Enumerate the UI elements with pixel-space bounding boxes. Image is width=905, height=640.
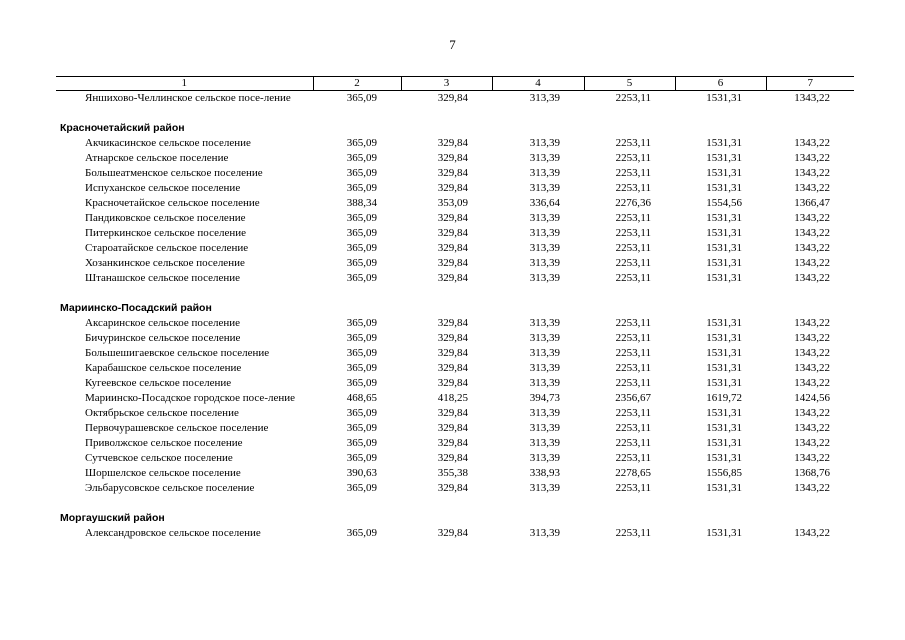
value-cell: 365,09 [346,212,377,224]
value-cell: 365,09 [346,407,377,419]
value-cell: 365,09 [346,482,377,494]
settlement-name: Атнарское сельское поселение [85,152,229,164]
value-cell: 313,39 [529,317,560,329]
table-row [56,271,854,286]
value-cell: 1531,31 [706,272,742,284]
value-cell: 2253,11 [615,242,651,254]
value-cell: 1343,22 [794,242,830,254]
value-cell: 1531,31 [706,527,742,539]
settlement-name: Аксаринское сельское поселение [85,317,241,329]
value-cell: 365,09 [346,452,377,464]
value-cell: 1531,31 [706,332,742,344]
value-cell: 329,84 [437,167,468,179]
table-row [56,136,854,151]
value-cell: 1343,22 [794,212,830,224]
value-cell: 1531,31 [706,347,742,359]
table-row [56,481,854,496]
value-cell: 1531,31 [706,242,742,254]
value-cell: 313,39 [529,257,560,269]
settlement-name: Красночетайское сельское поселение [85,197,260,209]
value-cell: 353,09 [437,197,468,209]
value-cell: 1531,31 [706,422,742,434]
value-cell: 1343,22 [794,317,830,329]
table-row [56,316,854,331]
value-cell: 329,84 [437,227,468,239]
value-cell: 2253,11 [615,272,651,284]
settlement-name: Первочурашевское сельское поселение [85,422,269,434]
table-row [56,526,854,541]
value-cell: 2253,11 [615,422,651,434]
table-row [56,406,854,421]
value-cell: 329,84 [437,362,468,374]
value-cell: 365,09 [346,167,377,179]
value-cell: 2253,11 [615,92,651,104]
district-name: Красночетайский район [60,122,185,134]
column-header: 4 [492,77,584,91]
settlement-name: Пандиковское сельское поселение [85,212,246,224]
value-cell: 2253,11 [615,362,651,374]
value-cell: 365,09 [346,92,377,104]
value-cell: 2253,11 [615,482,651,494]
value-cell: 313,39 [529,377,560,389]
value-cell: 365,09 [346,257,377,269]
value-cell: 1531,31 [706,167,742,179]
value-cell: 365,09 [346,437,377,449]
value-cell: 313,39 [529,347,560,359]
column-header: 7 [766,77,854,91]
value-cell: 365,09 [346,272,377,284]
value-cell: 1531,31 [706,152,742,164]
value-cell: 1343,22 [794,167,830,179]
table-row [56,331,854,346]
table-row [56,391,854,406]
settlement-name: Кугеевское сельское поселение [85,377,232,389]
value-cell: 1343,22 [794,257,830,269]
value-cell: 1531,31 [706,257,742,269]
value-cell: 2253,11 [615,377,651,389]
table-row [56,241,854,256]
value-cell: 1531,31 [706,92,742,104]
value-cell: 313,39 [529,137,560,149]
settlement-name: Большешигаевское сельское поселение [85,347,270,359]
value-cell: 365,09 [346,182,377,194]
settlement-name: Питеркинское сельское поселение [85,227,246,239]
table-body [56,91,854,542]
spacer-row [56,496,854,511]
value-cell: 329,84 [437,437,468,449]
value-cell: 365,09 [346,137,377,149]
value-cell: 313,39 [529,452,560,464]
value-cell: 1343,22 [794,347,830,359]
settlement-name: Октябрьское сельское поселение [85,407,239,419]
value-cell: 365,09 [346,422,377,434]
value-cell: 1531,31 [706,317,742,329]
value-cell: 1343,22 [794,182,830,194]
value-cell: 329,84 [437,317,468,329]
value-cell: 329,84 [437,212,468,224]
spacer-row [56,286,854,301]
spacer-cell [56,106,854,121]
value-cell: 1343,22 [794,92,830,104]
page-number: 7 [449,37,456,52]
settlement-name: Староатайское сельское поселение [85,242,249,254]
column-number-header [56,77,854,91]
value-cell: 1343,22 [794,362,830,374]
settlement-name: Акчикасинское сельское поселение [85,137,251,149]
table-row [56,421,854,436]
value-cell: 2253,11 [615,257,651,269]
settlement-name: Карабашское сельское поселение [85,362,242,374]
value-cell: 1556,85 [706,467,742,479]
value-cell: 2253,11 [615,332,651,344]
table-row [56,151,854,166]
value-cell: 418,25 [437,392,468,404]
table-row [56,466,854,481]
settlement-name: Мариинско-Посадское городское посе-ление [85,392,296,404]
value-cell: 1343,22 [794,332,830,344]
value-cell: 394,73 [529,392,560,404]
value-cell: 329,84 [437,272,468,284]
value-cell: 1531,31 [706,377,742,389]
value-cell: 1531,31 [706,362,742,374]
value-cell: 336,64 [529,197,560,209]
settlement-name: Штанашское сельское поселение [85,272,241,284]
value-cell: 365,09 [346,317,377,329]
value-cell: 2253,11 [615,347,651,359]
value-cell: 1343,22 [794,437,830,449]
district-header-row [56,121,854,136]
value-cell: 2253,11 [615,317,651,329]
settlement-name: Приволжское сельское поселение [85,437,243,449]
value-cell: 1531,31 [706,407,742,419]
table-row [56,256,854,271]
value-cell: 1343,22 [794,527,830,539]
value-cell: 365,09 [346,347,377,359]
value-cell: 1343,22 [794,137,830,149]
settlement-name: Шоршелское сельское поселение [85,467,241,479]
value-cell: 388,34 [346,197,377,209]
value-cell: 313,39 [529,362,560,374]
value-cell: 365,09 [346,362,377,374]
value-cell: 313,39 [529,182,560,194]
value-cell: 329,84 [437,152,468,164]
district-name: Моргаушский район [60,512,165,524]
value-cell: 1619,72 [706,392,742,404]
value-cell: 329,84 [437,182,468,194]
value-cell: 313,39 [529,212,560,224]
value-cell: 1531,31 [706,437,742,449]
column-header: 1 [56,77,313,91]
value-cell: 2253,11 [615,527,651,539]
value-cell: 313,39 [529,92,560,104]
value-cell: 2253,11 [615,407,651,419]
value-cell: 1343,22 [794,227,830,239]
value-cell: 365,09 [346,527,377,539]
settlement-name: Александровское сельское поселение [85,527,261,539]
value-cell: 313,39 [529,527,560,539]
value-cell: 329,84 [437,242,468,254]
value-cell: 365,09 [346,377,377,389]
value-cell: 313,39 [529,242,560,254]
settlement-name: Большеатменское сельское поселение [85,167,263,179]
value-cell: 1343,22 [794,422,830,434]
table-row [56,451,854,466]
value-cell: 1366,47 [794,197,830,209]
column-header: 6 [675,77,766,91]
table-row [56,181,854,196]
table-row [56,376,854,391]
value-cell: 313,39 [529,332,560,344]
value-cell: 338,93 [529,467,560,479]
value-cell: 329,84 [437,92,468,104]
value-cell: 1343,22 [794,452,830,464]
column-header: 5 [584,77,675,91]
table-row [56,166,854,181]
value-cell: 1554,56 [706,197,742,209]
value-cell: 1531,31 [706,227,742,239]
value-cell: 329,84 [437,377,468,389]
value-cell: 2253,11 [615,212,651,224]
district-header-row [56,511,854,526]
value-cell: 329,84 [437,482,468,494]
value-cell: 2253,11 [615,152,651,164]
value-cell: 365,09 [346,242,377,254]
value-cell: 313,39 [529,407,560,419]
value-cell: 313,39 [529,152,560,164]
tariff-table [56,76,854,541]
value-cell: 1343,22 [794,152,830,164]
settlement-name: Бичуринское сельское поселение [85,332,241,344]
table-row [56,436,854,451]
value-cell: 329,84 [437,407,468,419]
value-cell: 1531,31 [706,182,742,194]
value-cell: 1343,22 [794,377,830,389]
value-cell: 1531,31 [706,212,742,224]
table-row [56,226,854,241]
value-cell: 390,63 [346,467,377,479]
value-cell: 313,39 [529,227,560,239]
value-cell: 468,65 [346,392,377,404]
value-cell: 313,39 [529,272,560,284]
spacer-cell [56,496,854,511]
value-cell: 329,84 [437,527,468,539]
table-row [56,361,854,376]
value-cell: 329,84 [437,422,468,434]
value-cell: 2253,11 [615,452,651,464]
spacer-cell [56,286,854,301]
value-cell: 1531,31 [706,137,742,149]
value-cell: 1343,22 [794,482,830,494]
table-row [56,91,854,107]
value-cell: 313,39 [529,482,560,494]
table-row [56,196,854,211]
district-header-row [56,301,854,316]
value-cell: 2276,36 [615,197,651,209]
settlement-name: Испуханское сельское поселение [85,182,241,194]
value-cell: 1368,76 [794,467,830,479]
value-cell: 2253,11 [615,137,651,149]
value-cell: 2253,11 [615,227,651,239]
value-cell: 313,39 [529,422,560,434]
value-cell: 365,09 [346,332,377,344]
value-cell: 1343,22 [794,407,830,419]
value-cell: 2253,11 [615,182,651,194]
value-cell: 355,38 [437,467,468,479]
value-cell: 2278,65 [615,467,651,479]
value-cell: 365,09 [346,152,377,164]
value-cell: 1424,56 [794,392,830,404]
settlement-name: Хозанкинское сельское поселение [85,257,245,269]
value-cell: 2253,11 [615,437,651,449]
column-header: 2 [313,77,401,91]
table-row [56,211,854,226]
value-cell: 329,84 [437,347,468,359]
value-cell: 313,39 [529,437,560,449]
value-cell: 1531,31 [706,452,742,464]
value-cell: 1343,22 [794,272,830,284]
value-cell: 329,84 [437,137,468,149]
value-cell: 329,84 [437,332,468,344]
spacer-row [56,106,854,121]
value-cell: 329,84 [437,452,468,464]
settlement-name: Эльбарусовское сельское поселение [85,482,255,494]
settlement-name: Яншихово-Челлинское сельское посе-ление [85,92,291,104]
value-cell: 2356,67 [615,392,651,404]
district-name: Мариинско-Посадский район [60,302,212,314]
value-cell: 329,84 [437,257,468,269]
value-cell: 365,09 [346,227,377,239]
settlement-name: Сутчевское сельское поселение [85,452,233,464]
column-header: 3 [401,77,492,91]
table-row [56,346,854,361]
value-cell: 1531,31 [706,482,742,494]
value-cell: 2253,11 [615,167,651,179]
value-cell: 313,39 [529,167,560,179]
